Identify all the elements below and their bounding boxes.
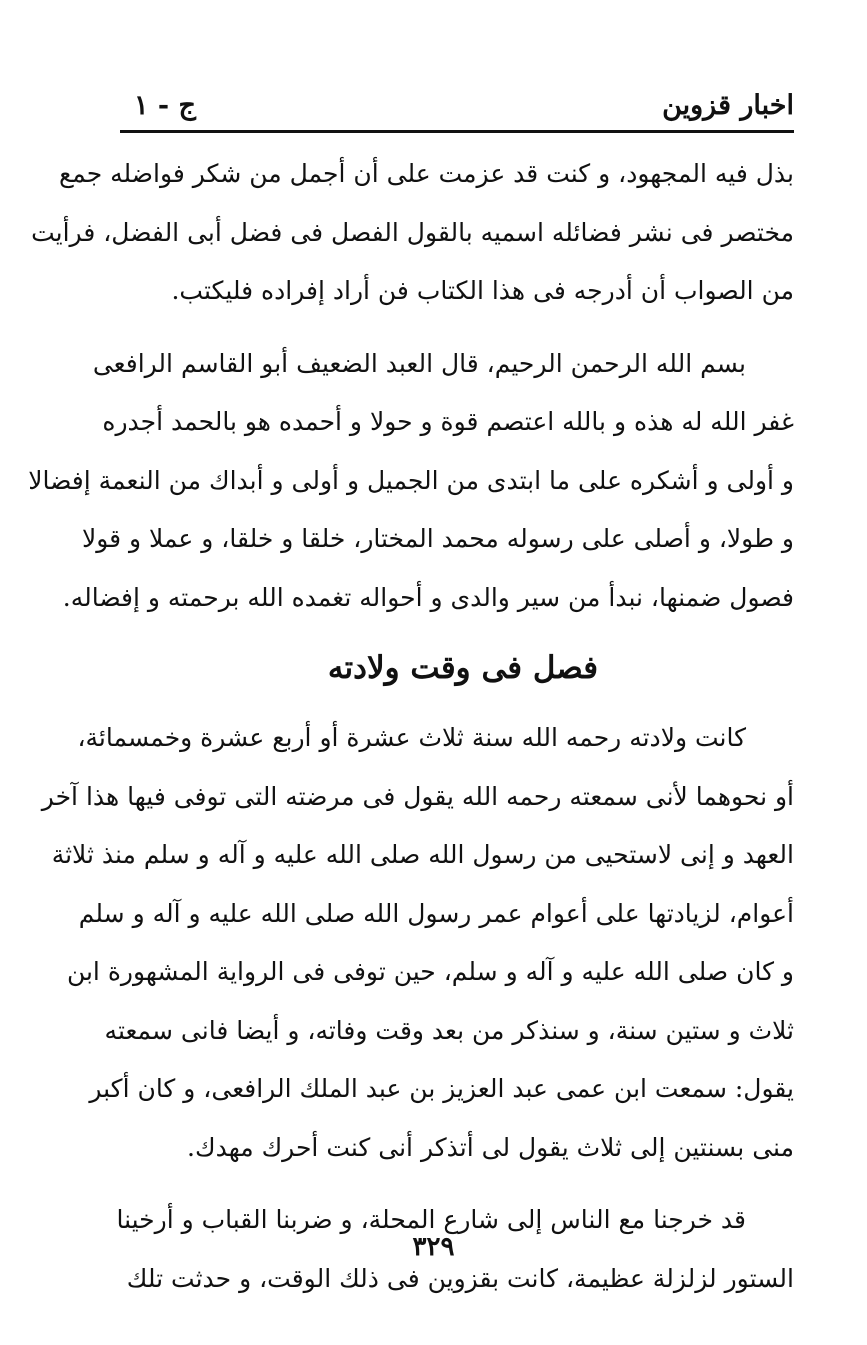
text-line: كانت ولادته رحمه الله سنة ثلاث عشرة أو أربع عشرة وخمسمائة، [77,723,746,752]
text-line: يقول: سمعت ابن عمى عبد العزيز بن عبد الملك الرافعى، و كان أكبر [89,1074,794,1103]
text-line: الستور لزلزلة عظيمة، كانت بقزوين فى ذلك الوقت، و حدثت تلك [126,1263,794,1293]
body-text [28,145,794,1308]
text-line: بسم الله الرحمن الرحيم، قال العبد الضعيف أبو القاسم الرافعى [92,348,746,378]
text-line: أو نحوهما لأنى سمعته رحمه الله يقول فى مرضته التى توفى فيها هذا آخر [41,781,794,811]
text-line: و كان صلى الله عليه و آله و سلم، حين توفى فى الرواية المشهورة ابن [66,957,794,986]
header-rule [120,130,794,133]
section-heading: فصل فى وقت ولادته [327,650,599,686]
text-line: غفر الله له هذه و بالله اعتصم قوة و حولا و أحمده هو بالحمد أجدره [102,407,794,436]
page-number: ٣٢٩ [412,1232,455,1262]
text-line: بذل فيه المجهود، و كنت قد عزمت على أن أجمل من شكر فواضله جمع [58,159,794,188]
paragraph [31,145,794,321]
running-header [120,84,794,128]
paragraph [41,709,794,1177]
text-line: و طولا، و أصلى على رسوله محمد المختار، خلقا و خلقا، و عملا و قولا [81,524,794,553]
text-line: فصول ضمنها، نبدأ من سير والدى و أحواله تغمده الله برحمته و إفضاله. [62,582,794,612]
paragraph-gap [132,321,794,335]
book-title: اخبار قزوين [662,90,794,121]
text-line: العهد و إنى لاستحيى من رسول الله صلى الله عليه و آله و سلم منذ ثلاثة [51,840,794,869]
text-line: أعوام، لزيادتها على أعوام عمر رسول الله صلى الله عليه و آله و سلم [78,898,794,928]
volume-number: ج - ١ [134,90,196,121]
paragraph-gap [132,1177,794,1191]
text-line: مختصر فى نشر فضائله اسميه بالقول الفصل فى فضل أبى الفضل، فرأيت [31,217,794,247]
text-line: من الصواب أن أدرجه فى هذا الكتاب فن أراد إفراده فليكتب. [171,276,794,305]
text-line: منى بسنتين إلى ثلاث يقول لى أتذكر أنى كنت أحرك مهدك. [187,1132,794,1162]
text-line: و أولى و أشكره على ما ابتدى من الجميل و أولى و أبداك من النعمة إفضالا [28,465,794,495]
text-line: ثلاث و ستين سنة، و سنذكر من بعد وقت وفاته، و أيضا فانى سمعته [104,1015,794,1045]
paragraph [28,335,794,628]
text-line: قد خرجنا مع الناس إلى شارع المحلة، و ضربنا القباب و أرخينا [116,1205,746,1234]
